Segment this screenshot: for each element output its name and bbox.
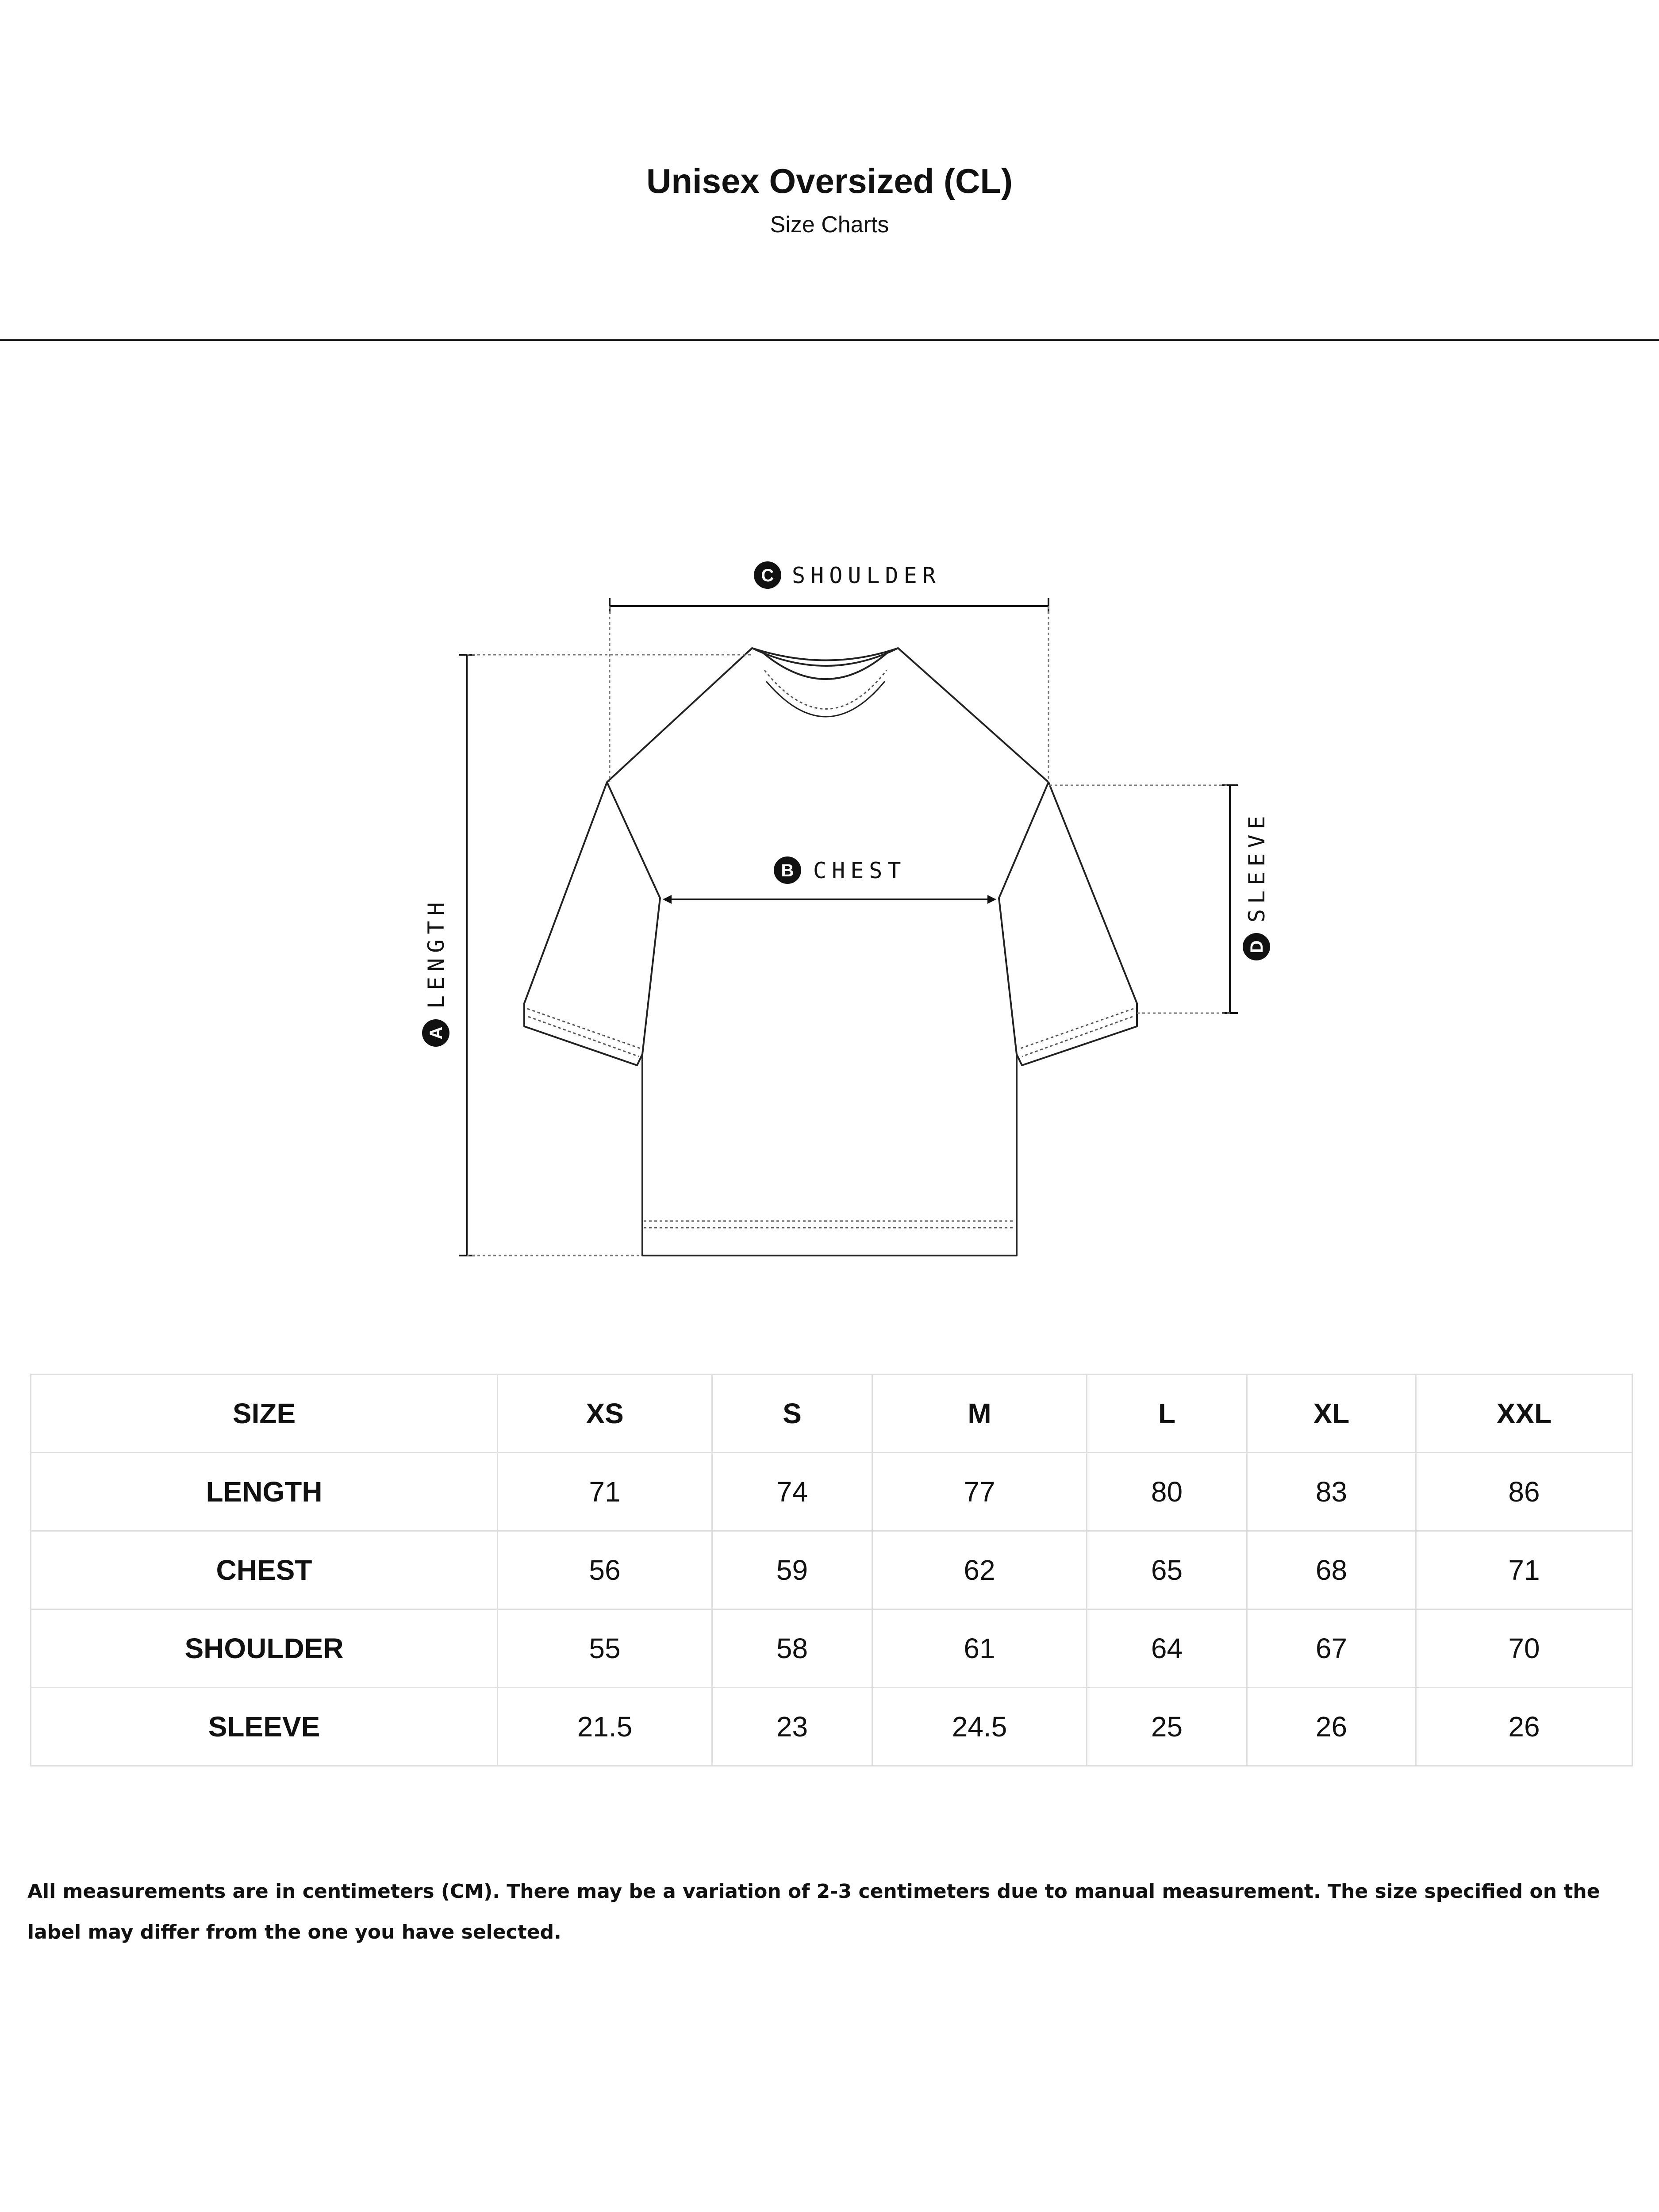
table-cell: 26 — [1247, 1688, 1416, 1766]
row-label: CHEST — [31, 1531, 498, 1609]
table-cell: 59 — [712, 1531, 872, 1609]
table-cell: 68 — [1247, 1531, 1416, 1609]
table-cell: 80 — [1087, 1453, 1247, 1531]
header-cell-size: SIZE — [31, 1375, 498, 1453]
page-subtitle: Size Charts — [770, 212, 889, 238]
table-row-sleeve — [31, 1688, 1632, 1766]
chest-label: CHEST — [813, 858, 906, 883]
table-row-chest — [31, 1531, 1632, 1609]
chest-badge-letter: B — [781, 861, 794, 880]
sleeve-label-group — [1243, 810, 1270, 960]
header-cell-xl: XL — [1247, 1375, 1416, 1453]
table-cell: 77 — [872, 1453, 1087, 1531]
sleeve-label: SLEEVE — [1244, 810, 1270, 922]
table-cell: 24.5 — [872, 1688, 1087, 1766]
table-cell: 64 — [1087, 1609, 1247, 1688]
table-cell: 23 — [712, 1688, 872, 1766]
table-cell: 65 — [1087, 1531, 1247, 1609]
table-cell: 61 — [872, 1609, 1087, 1688]
table-header-row — [31, 1375, 1632, 1453]
table-cell: 56 — [498, 1531, 712, 1609]
table-cell: 74 — [712, 1453, 872, 1531]
table-cell: 86 — [1416, 1453, 1632, 1531]
table-cell: 62 — [872, 1531, 1087, 1609]
table-cell: 25 — [1087, 1688, 1247, 1766]
table-row-shoulder — [31, 1609, 1632, 1688]
table-cell: 55 — [498, 1609, 712, 1688]
table-cell: 70 — [1416, 1609, 1632, 1688]
table-cell: 83 — [1247, 1453, 1416, 1531]
table-cell: 26 — [1416, 1688, 1632, 1766]
row-label: LENGTH — [31, 1453, 498, 1531]
shoulder-badge-letter: C — [761, 566, 774, 585]
measurement-note: All measurements are in centimeters (CM). There may be a variation of 2-3 centimeters due to manual measurement. The size specified on the label may differ from the one you have selected. — [27, 1880, 1600, 1943]
table-cell: 58 — [712, 1609, 872, 1688]
shoulder-label: SHOULDER — [792, 563, 941, 588]
page-title: Unisex Oversized (CL) — [646, 161, 1013, 200]
table-cell: 71 — [498, 1453, 712, 1531]
table-row-length — [31, 1453, 1632, 1531]
sleeve-badge-letter: D — [1247, 940, 1267, 953]
tshirt-outline — [524, 648, 1137, 1256]
length-badge-letter: A — [426, 1026, 446, 1040]
header-cell-s: S — [712, 1375, 872, 1453]
table-cell: 71 — [1416, 1531, 1632, 1609]
row-label: SHOULDER — [31, 1609, 498, 1688]
row-label: SLEEVE — [31, 1688, 498, 1766]
table-cell: 21.5 — [498, 1688, 712, 1766]
length-label: LENGTH — [423, 897, 449, 1009]
size-chart-table — [30, 1374, 1633, 1767]
header-cell-l: L — [1087, 1375, 1247, 1453]
length-label-group — [422, 897, 449, 1047]
header-cell-xxl: XXL — [1416, 1375, 1632, 1453]
header-cell-xs: XS — [498, 1375, 712, 1453]
header-cell-m: M — [872, 1375, 1087, 1453]
table-cell: 67 — [1247, 1609, 1416, 1688]
